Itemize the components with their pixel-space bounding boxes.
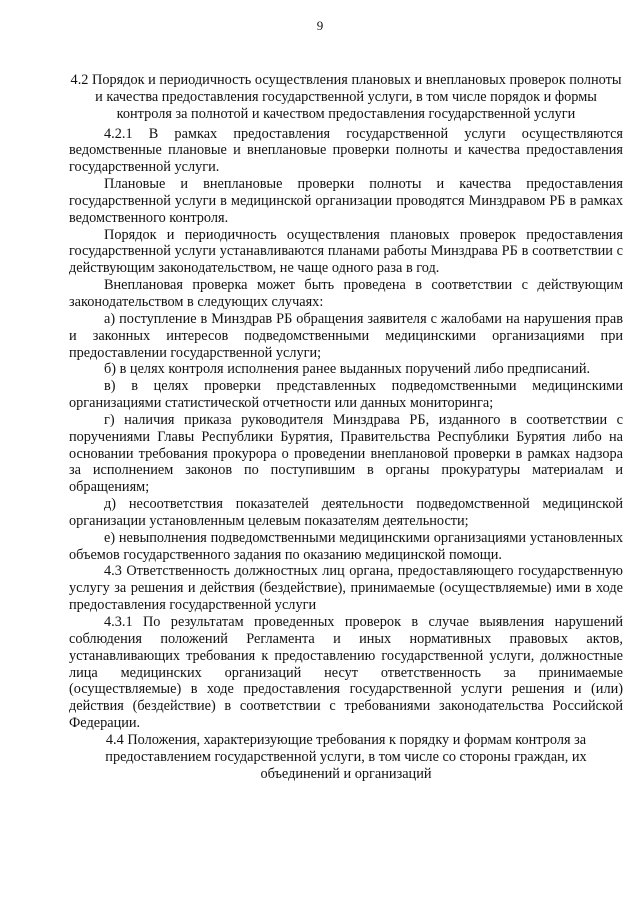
paragraph-unplanned-checks: Внеплановая проверка может быть проведена в соответствии с действующим законодательством в следующих случаях: <box>69 277 623 310</box>
page-number: 9 <box>316 18 324 33</box>
paragraph-4-2-1: 4.2.1 В рамках предоставления государственной услуги осуществляются ведомственные плановые и внеплановые проверки полноты и качества предоставления государственной услуги. <box>69 125 623 176</box>
list-item-a: а) поступление в Минздрав РБ обращения заявителя с жалобами на нарушения прав и законных интересов подведомственными медицинскими организациями при предоставлении государственной услуги; <box>69 310 623 361</box>
list-item-v: в) в целях проверки представленных подведомственными медицинскими организациями статистической отчетности или данных мониторинга; <box>69 378 623 412</box>
list-item-b: б) в целях контроля исполнения ранее выданных поручений либо предписаний. <box>104 361 591 378</box>
paragraph-4-3-1: 4.3.1 По результатам проведенных проверок в случае выявления нарушений соблюдения положений Регламента и иных нормативных правовых актов, устанавливающих требования к предоставлению государственной услуги, должностные лица медицинских организаций несут ответственность за принимаемые (осуществляемые) в ходе предоставления государственной услуги решения и (или) действия (бездействие) в соответствии с требованиями законодательства Российской Федерации. <box>69 614 623 732</box>
paragraph-planned-checks: Порядок и периодичность осуществления плановых проверок предоставления государственной услуги устанавливаются планами работы Минздрава РБ в соответствии с действующим законодательством, не чаще одного раза в год. <box>69 226 623 277</box>
list-item-g: г) наличия приказа руководителя Минздрава РБ, изданного в соответствии с поручениями Главы Республики Бурятия, Правительства Республики Бурятия либо на основании требования прокурора о проведении внеплановой проверки в рамках надзора за исполнением законов по поступившим в органы прокуратуры материалам и обращениям; <box>69 411 623 496</box>
section-4-4-heading: 4.4 Положения, характеризующие требования к порядку и формам контроля за предоставлением государственной услуги, в том числе со стороны граждан, их объединений и организаций <box>105 731 587 782</box>
list-item-d: д) несоответствия показателей деятельности подведомственной медицинской организации установленным целевым показателям деятельности; <box>69 496 623 529</box>
page-content <box>69 72 623 782</box>
paragraph-checks-location: Плановые и внеплановые проверки полноты и качества предоставления государственной услуги в медицинской организации проводятся Минздравом РБ в рамках ведомственного контроля. <box>69 176 623 226</box>
section-4-3-heading: 4.3 Ответственность должностных лиц органа, предоставляющего государственную услугу за решения и действия (бездействие), принимаемые (осуществляемые) ими в ходе предоставления государственной услуги <box>69 563 623 614</box>
list-item-e: е) невыполнения подведомственными медицинскими организациями установленных объемов государственного задания по оказанию медицинской помощи. <box>69 529 623 563</box>
section-4-2-heading: 4.2 Порядок и периодичность осуществления плановых и внеплановых проверок полноты и качества предоставления государственной услуги, в том числе порядок и формы контроля за полнотой и качеством предоставления государственной услуги <box>70 72 622 122</box>
